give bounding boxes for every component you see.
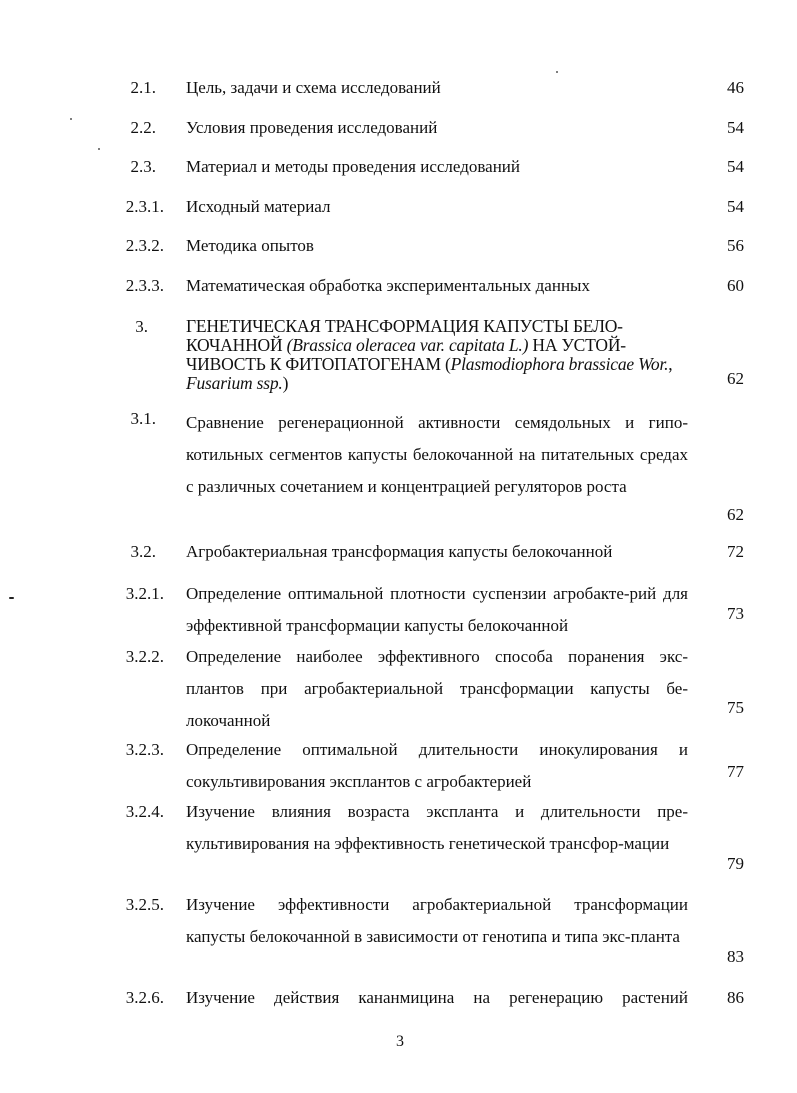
toc-number: 3. xyxy=(135,317,148,336)
toc-number: 3.2. xyxy=(130,542,156,561)
toc-chapter-title xyxy=(186,317,681,393)
chapter-title-part: , xyxy=(668,354,673,374)
toc-page: 75 xyxy=(727,698,744,717)
toc-page: 62 xyxy=(727,369,744,388)
chapter-title-part: НА УСТОЙ-ЧИВОСТЬ К ФИТОПАТОГЕНАМ ( xyxy=(186,335,626,374)
toc-number: 3.2.5. xyxy=(125,895,164,914)
toc-page: 56 xyxy=(727,236,744,255)
scan-speck xyxy=(98,148,100,150)
toc-page: 86 xyxy=(727,988,744,1007)
toc-number: 2.3.1. xyxy=(125,197,164,216)
toc-number: 2.2. xyxy=(130,118,156,137)
toc-number: 3.1. xyxy=(130,409,156,428)
toc-title: Агробактериальная трансформация капусты белокочанной xyxy=(186,542,613,561)
toc-title: Сравнение регенерационной активности семядольных и гипо-котильных сегментов капусты белокочанной на питательных средах с различных сочетанием и концентрацией регуляторов роста xyxy=(186,413,688,496)
toc-page: 77 xyxy=(727,762,744,781)
toc-page: 54 xyxy=(727,197,744,216)
toc-page: 54 xyxy=(727,157,744,176)
toc-page: 73 xyxy=(727,604,744,623)
toc-title: Цель, задачи и схема исследований xyxy=(186,78,441,97)
toc-title: Методика опытов xyxy=(186,236,314,255)
toc-number: 3.2.4. xyxy=(125,802,164,821)
scan-speck xyxy=(70,118,72,120)
toc-title: Материал и методы проведения исследований xyxy=(186,157,520,176)
toc-title: Определение оптимальной плотности суспензии агробакте-рий для эффективной трансформации капусты белокочанной xyxy=(186,584,688,635)
toc-number: 3.2.3. xyxy=(125,740,164,759)
chapter-title-latin: (Brassica oleracea var. capitata L.) xyxy=(286,335,529,355)
chapter-title-part: ) xyxy=(282,373,289,393)
toc-title: Изучение действия кананмицина на регенерацию растений xyxy=(186,988,688,1007)
toc-page: 54 xyxy=(727,118,744,137)
toc-number: 2.3.2. xyxy=(125,236,164,255)
toc-number: 2.3.3. xyxy=(125,276,164,295)
toc-number: 3.2.2. xyxy=(125,647,164,666)
toc-title: Изучение эффективности агробактериальной трансформации капусты белокочанной в зависимости от генотипа и типа экс-планта xyxy=(186,895,688,946)
toc-page: 62 xyxy=(727,505,744,524)
toc-title: Математическая обработка экспериментальных данных xyxy=(186,276,590,295)
toc-page: 83 xyxy=(727,947,744,966)
toc-title: Условия проведения исследований xyxy=(186,118,438,137)
toc-page: 72 xyxy=(727,542,744,561)
toc-page: 79 xyxy=(727,854,744,873)
toc-page: 46 xyxy=(727,78,744,97)
toc-number: 3.2.1. xyxy=(125,584,164,603)
toc-title: Определение наиболее эффективного способа поранения экс-плантов при агробактериальной трансформации капусты бе-локочанной xyxy=(186,647,688,730)
toc-number: 2.1. xyxy=(130,78,156,97)
chapter-title-part: ГЕНЕТИЧЕСКАЯ ТРАНСФОРМАЦИЯ КАПУСТЫ БЕЛО-КОЧАННОЙ xyxy=(186,316,623,355)
scan-speck xyxy=(9,597,14,599)
toc-title: Определение оптимальной длительности инокулирования и сокультивирования эксплантов с агробактерией xyxy=(186,740,688,791)
chapter-title-latin: Fusarium ssp. xyxy=(186,373,283,393)
toc-title: Изучение влияния возраста экспланта и длительности пре-культивирования на эффективность генетической трансфор-мации xyxy=(186,802,688,853)
toc-title: Исходный материал xyxy=(186,197,331,216)
toc-page: 60 xyxy=(727,276,744,295)
scan-speck xyxy=(556,71,558,73)
toc-number: 2.3. xyxy=(130,157,156,176)
chapter-title-latin: Plasmodiophora brassicae Wor. xyxy=(450,354,669,374)
page-number: 3 xyxy=(396,1033,404,1050)
toc-number: 3.2.6. xyxy=(125,988,164,1007)
